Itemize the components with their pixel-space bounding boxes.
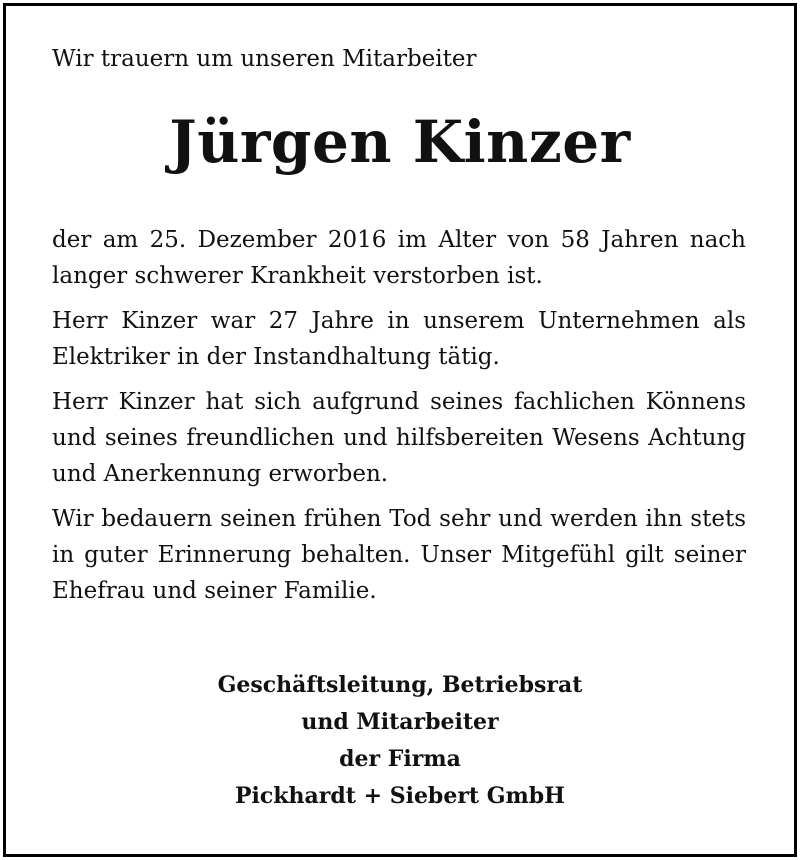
signature-block (0, 667, 800, 815)
paragraph-appreciation: Herr Kinzer hat sich aufgrund seines fachlichen Könnens und seines freundlichen und hilfsbereiten Wesens Achtung und Anerkennung erworben. (52, 389, 746, 487)
notice-body (52, 222, 746, 618)
signature-line-employees: und Mitarbeiter (301, 709, 499, 735)
signature-line-company-name: Pickhardt + Siebert GmbH (235, 783, 565, 809)
paragraph-death-info: der am 25. Dezember 2016 im Alter von 58 Jahren nach langer schwerer Krankheit verstorben ist. (52, 227, 746, 289)
paragraph-employment: Herr Kinzer war 27 Jahre in unserem Unternehmen als Elektriker in der Instandhaltung tätig. (52, 308, 746, 370)
deceased-name: Jürgen Kinzer (169, 108, 631, 176)
intro-line: Wir trauern um unseren Mitarbeiter (52, 46, 477, 72)
paragraph-condolence: Wir bedauern seinen frühen Tod sehr und werden ihn stets in guter Erinnerung behalten. Unser Mitgefühl gilt seiner Ehefrau und seiner Familie. (52, 506, 746, 604)
signature-line-management: Geschäftsleitung, Betriebsrat (217, 672, 583, 698)
signature-line-company-prefix: der Firma (339, 746, 461, 772)
